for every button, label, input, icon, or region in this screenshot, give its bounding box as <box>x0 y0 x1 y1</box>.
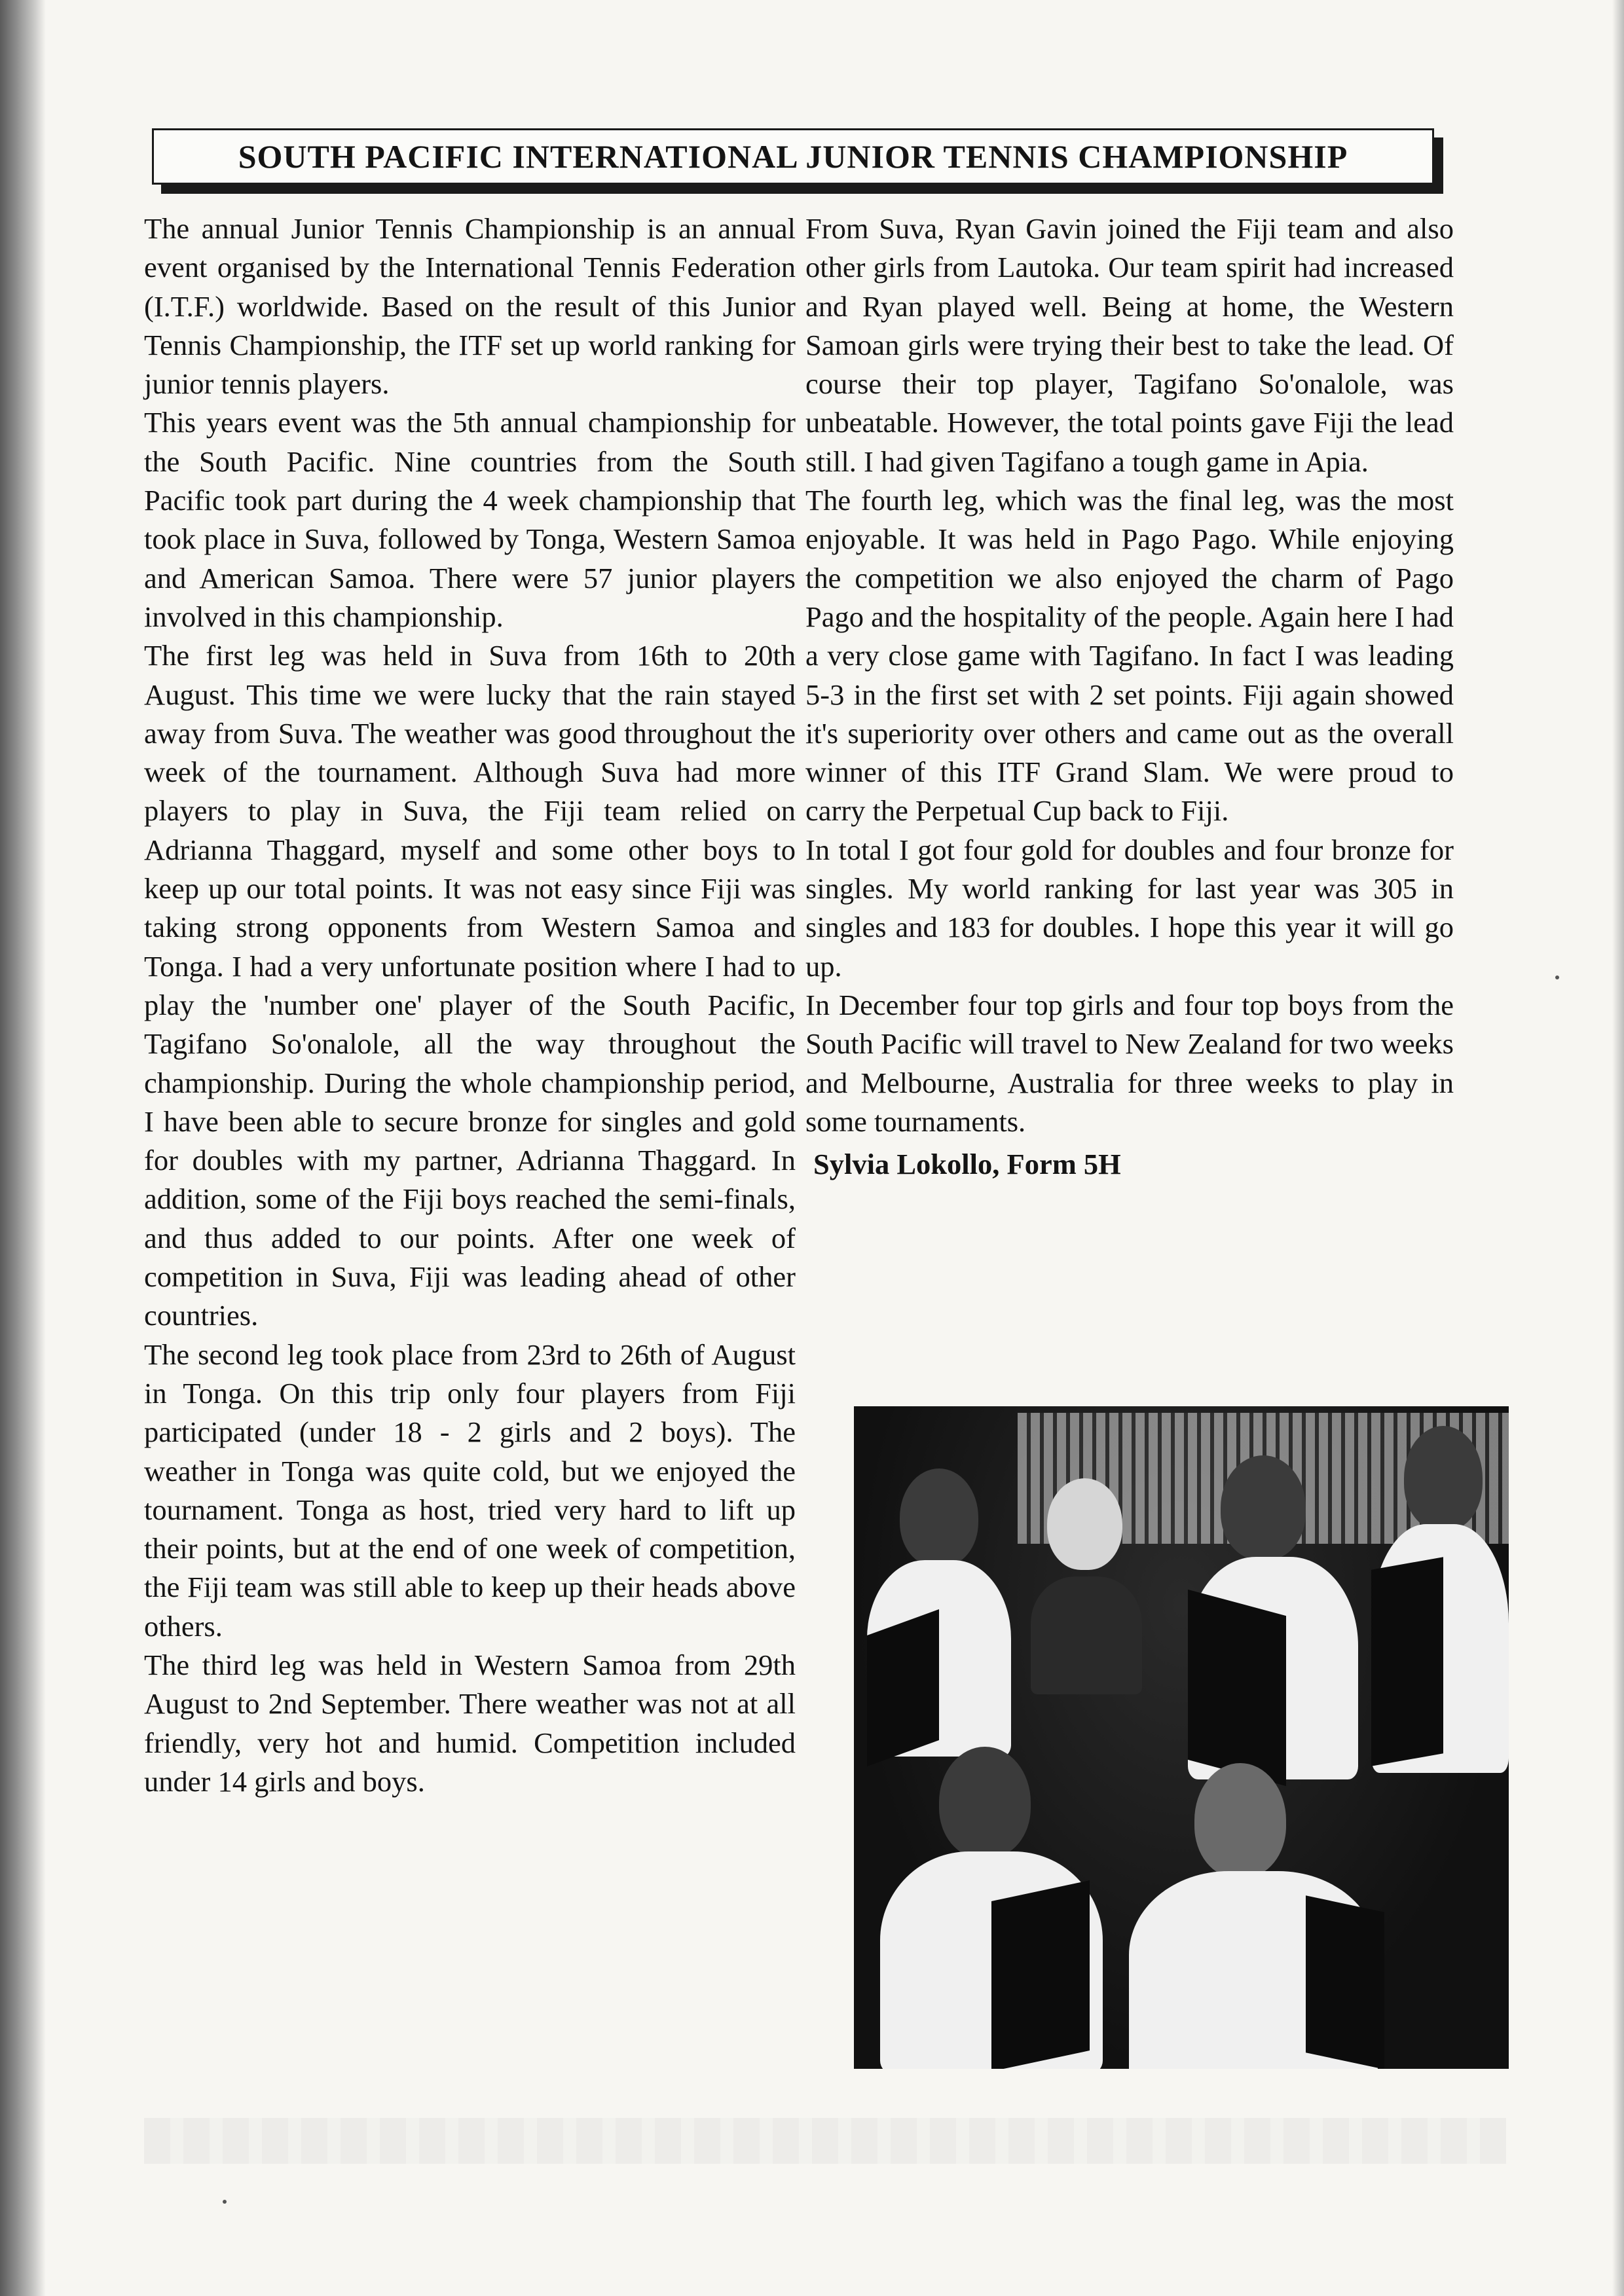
team-photo <box>854 1406 1509 2069</box>
speck <box>223 2200 227 2204</box>
bleed-through-text <box>144 2118 1506 2164</box>
paragraph: The annual Junior Tennis Championship is an annual event organised by the International Tennis Federation (I.T.F.) worldwide. Based on the result of this Junior Tennis Championship, the ITF set up world ranking for junior tennis players. <box>144 212 796 401</box>
page-binding-shadow <box>0 0 46 2296</box>
paragraph: The first leg was held in Suva from 16th to 20th August. This time we were lucky that the rain stayed away from Suva. The weather was good throughout the week of the tournament. Although Suva had more players to play in Suva, the Fiji team relied on Adrianna Thaggard, myself and some other boys to keep up our total points. It was not easy since Fiji was taking strong opponents from Western Samoa and Tonga. I had a very unfortunate position where I had to play the 'number one' player of the South Pacific, Tagifano So'onalole, all the way throughout the championship. During the whole championship period, I have been able to secure bronze for singles and gold for doubles with my partner, Adrianna Thaggard. In addition, some of the Fiji boys reached the semi-finals, and thus added to our points. After one week of competition in Suva, Fiji was leading ahead of other countries. <box>144 639 796 1332</box>
paragraph: The second leg took place from 23rd to 26th of August in Tonga. On this trip only four players from Fiji participated (under 18 - 2 girls and 2 boys). The weather in Tonga was quite cold, but we enjoyed the tournament. Tonga as host, tried very hard to lift up their points, but at the end of one week of competition, the Fiji team was still able to keep up their heads above others. <box>144 1338 796 1643</box>
paragraph: This years event was the 5th annual championship for the South Pacific. Nine countries from the South Pacific took part during the 4 week championship that took place in Suva, followed by Tonga, Western Samoa and American Samoa. There were 57 junior players involved in this championship. <box>144 406 796 633</box>
right-column <box>805 210 1454 1184</box>
speck <box>1555 975 1559 979</box>
paragraph: The third leg was held in Western Samoa from 29th August to 2nd September. There weather was not at all friendly, very hot and humid. Competition included under 14 girls and boys. <box>144 1648 796 1798</box>
page-edge-shadow <box>1612 0 1624 2296</box>
paragraph: The fourth leg, which was the final leg, was the most enjoyable. It was held in Pago Pago. While enjoying the competition we also enjoyed the charm of Pago Pago and the hospitality of the people. Again here I had a very close game with Tagifano. In fact I was leading 5-3 in the first set with 2 set points. Fiji again showed it's superiority over others and came out as the overall winner of this ITF Grand Slam. We were proud to carry the Perpetual Cup back to Fiji. <box>805 484 1454 828</box>
article-title: SOUTH PACIFIC INTERNATIONAL JUNIOR TENNIS CHAMPIONSHIP <box>238 138 1348 175</box>
paragraph: In December four top girls and four top boys from the South Pacific will travel to New Zealand for two weeks and Melbourne, Australia for three weeks to play in some tournaments. <box>805 988 1454 1138</box>
left-column <box>144 210 796 1801</box>
paragraph: From Suva, Ryan Gavin joined the Fiji team and also other girls from Lautoka. Our team spirit had increased and Ryan played well. Being at home, the Western Samoan girls were trying their best to take the lead. Of course their top player, Tagifano So'onalole, was unbeatable. However, the total points gave Fiji the lead still. I had given Tagifano a tough game in Apia. <box>805 212 1454 478</box>
article-title-box <box>152 128 1434 185</box>
author-byline: Sylvia Lokollo, Form 5H <box>813 1148 1121 1181</box>
paragraph: In total I got four gold for doubles and four bronze for singles. My world ranking for last year was 305 in singles and 183 for doubles. I hope this year it will go up. <box>805 833 1454 983</box>
